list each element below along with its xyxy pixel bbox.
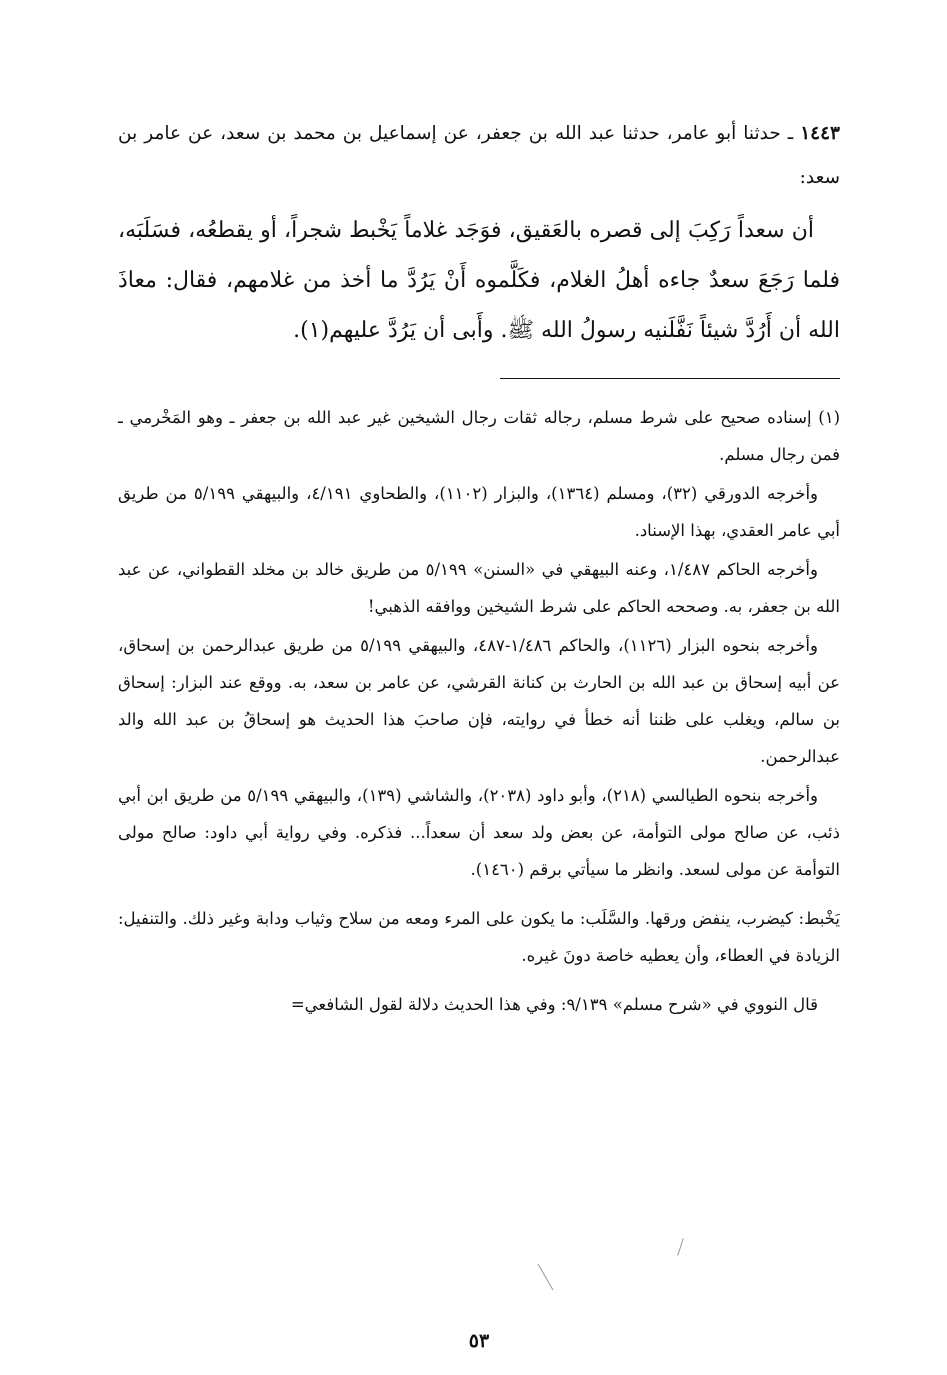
page-number: ٥٣	[468, 1330, 490, 1352]
nawawi-quote: قال النووي في «شرح مسلم» ٩/١٣٩: وفي هذا الحديث دلالة لقول الشافعي=	[290, 995, 818, 1014]
book-page	[118, 112, 840, 1352]
hadith-number: ١٤٤٣	[800, 123, 840, 144]
footnote-1: (١) إسناده صحيح على شرط مسلم، رجاله ثقات رجال الشيخين غير عبد الله بن جعفر ـ وهو المَخْرمي ـ فمن رجال مسلم.	[118, 408, 840, 464]
hadith-text: أن سعداً رَكِبَ إلى قصره بالعَقيق، فوَجَد غلاماً يَخْبط شجراً، أو يقطعُه، فسَلَبَه، فلما رَجَعَ سعدٌ جاءه أهلُ الغلام، فكَلَّموه أَنْ يَرُدَّ ما أخذ من غلامهم، فقال: معاذَ الله أن أَرُدَّ شيئاً نَفَّلَنيه رسولُ الله ﷺ. وأَبى أن يَرُدَّ عليهم(١).	[118, 218, 840, 343]
footnote-paragraph-3: وأخرجه الحاكم ١/٤٨٧، وعنه البيهقي في «السنن» ٥/١٩٩ من طريق خالد بن مخلد القطواني، عن عبد الله بن جعفر، به. وصححه الحاكم على شرط الشيخين ووافقه الذهبي!	[118, 560, 840, 616]
footnote-separator	[500, 378, 840, 379]
footnote-paragraph-2: وأخرجه الدورقي (٣٢)، ومسلم (١٣٦٤)، والبزار (١١٠٢)، والطحاوي ٤/١٩١، والبيهقي ٥/١٩٩ من طريق أبي عامر العقدي، بهذا الإسناد.	[118, 484, 840, 540]
footnote-paragraph-5: وأخرجه بنحوه الطيالسي (٢١٨)، وأبو داود (٢٠٣٨)، والشاشي (١٣٩)، والبيهقي ٥/١٩٩ من طريق ابن أبي ذئب، عن صالح مولى التوأمة، عن بعض ولد سعد أن سعداً... فذكره. وفي رواية أبي داود: صالح مولى التوأمة عن مولى لسعد. وانظر ما سيأتي برقم (١٤٦٠).	[118, 786, 840, 879]
hadith-chain-line	[118, 112, 840, 200]
footnote-paragraph-4: وأخرجه بنحوه البزار (١١٢٦)، والحاكم ١/٤٨٦-٤٨٧، والبيهقي ٥/١٩٩ من طريق عبدالرحمن بن إسحاق، عن أبيه إسحاق بن عبد الله بن الحارث بن كنانة القرشي، عن عامر بن سعد، به. ووقع عند البزار: إسحاق بن سالم، ويغلب على ظننا أنه خطأ في روايته، فإن صاحبَ هذا الحديث هو إسحاقُ بن عبد الله والد عبدالرحمن.	[118, 636, 840, 766]
hadith-block	[118, 112, 840, 356]
glossary-note: يَخْبط: كيضرب، ينفض ورقها. والسَّلَب: ما يكون على المرء ومعه من سلاح وثياب ودابة وغير ذلك. والتنفيل: الزيادة في العطاء، وأن يعطيه خاصة دونَ غيره.	[118, 909, 840, 965]
hadith-chain: ـ حدثنا أبو عامر، حدثنا عبد الله بن جعفر، عن إسماعيل بن محمد بن سعد، عن عامر بن سعد:	[118, 123, 840, 188]
